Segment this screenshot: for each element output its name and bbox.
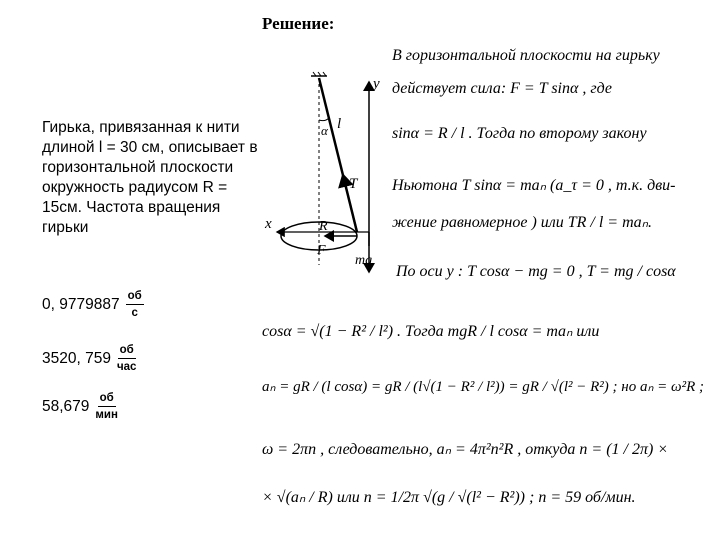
solution-line-9: ω = 2πn , следовательно, aₙ = 4π²n²R , откуда n = (1 / 2π) × <box>262 441 669 458</box>
answer-option-2[interactable] <box>42 344 136 373</box>
label-mg: mg <box>355 253 373 268</box>
unit-numerator: об <box>126 290 144 305</box>
solution-line-4: Ньютона T sinα = maₙ (a_τ = 0 , т.к. дви- <box>392 177 676 194</box>
solution-line-8: aₙ = gR / (l cosα) = gR / (l√(1 − R² / l²)) = gR / √(l² − R²) ; но aₙ = ω²R ; <box>262 379 705 395</box>
label-y: y <box>373 76 380 92</box>
unit-fraction <box>117 344 136 373</box>
solution-line-7: cosα = √(1 − R² / l²) . Тогда mgR / l cosα = maₙ или <box>262 323 600 340</box>
label-x: x <box>265 216 272 232</box>
unit-numerator: об <box>98 392 116 407</box>
answer-value: 58,679 <box>42 397 90 415</box>
unit-denominator: мин <box>95 409 118 421</box>
solution-line-2: действует сила: F = T sinα , где <box>392 80 613 97</box>
label-T: T <box>349 176 358 192</box>
label-F: F <box>317 243 326 258</box>
problem-statement: Гирька, привязанная к нити длиной l = 30 см, описывает в горизонтальной плоскости окружность радиусом R = 15см. Частота вращения гирьки <box>42 119 258 236</box>
unit-fraction <box>126 290 144 319</box>
answer-option-3[interactable] <box>42 392 118 421</box>
solution-line-6: По оси y : T cosα − mg = 0 , T = mg / cosα <box>396 263 676 280</box>
label-alpha: α <box>321 123 328 138</box>
answer-option-1[interactable] <box>42 290 144 319</box>
alpha-arc <box>319 118 329 121</box>
label-l: l <box>337 116 342 132</box>
solution-line-1: В горизонтальной плоскости на гирьку <box>392 47 660 64</box>
answer-value: 0, 9779887 <box>42 295 120 313</box>
conical-pendulum-diagram <box>255 60 395 300</box>
solution-line-5: жение равномерное ) или TR / l = maₙ. <box>392 214 653 231</box>
label-R: R <box>319 219 328 234</box>
solution-title: Решение: <box>262 14 335 33</box>
unit-denominator: час <box>116 361 137 373</box>
suspension-point <box>311 72 327 76</box>
unit-denominator: с <box>131 307 138 319</box>
unit-numerator: об <box>118 344 136 359</box>
answer-value: 3520, 759 <box>42 349 111 367</box>
unit-fraction <box>95 392 118 421</box>
solution-line-10: × √(aₙ / R) или n = 1/2π √(g / √(l² − R²)) ; n = 59 об/мин. <box>262 489 636 506</box>
solution-line-3: sinα = R / l . Тогда по второму закону <box>392 125 647 142</box>
